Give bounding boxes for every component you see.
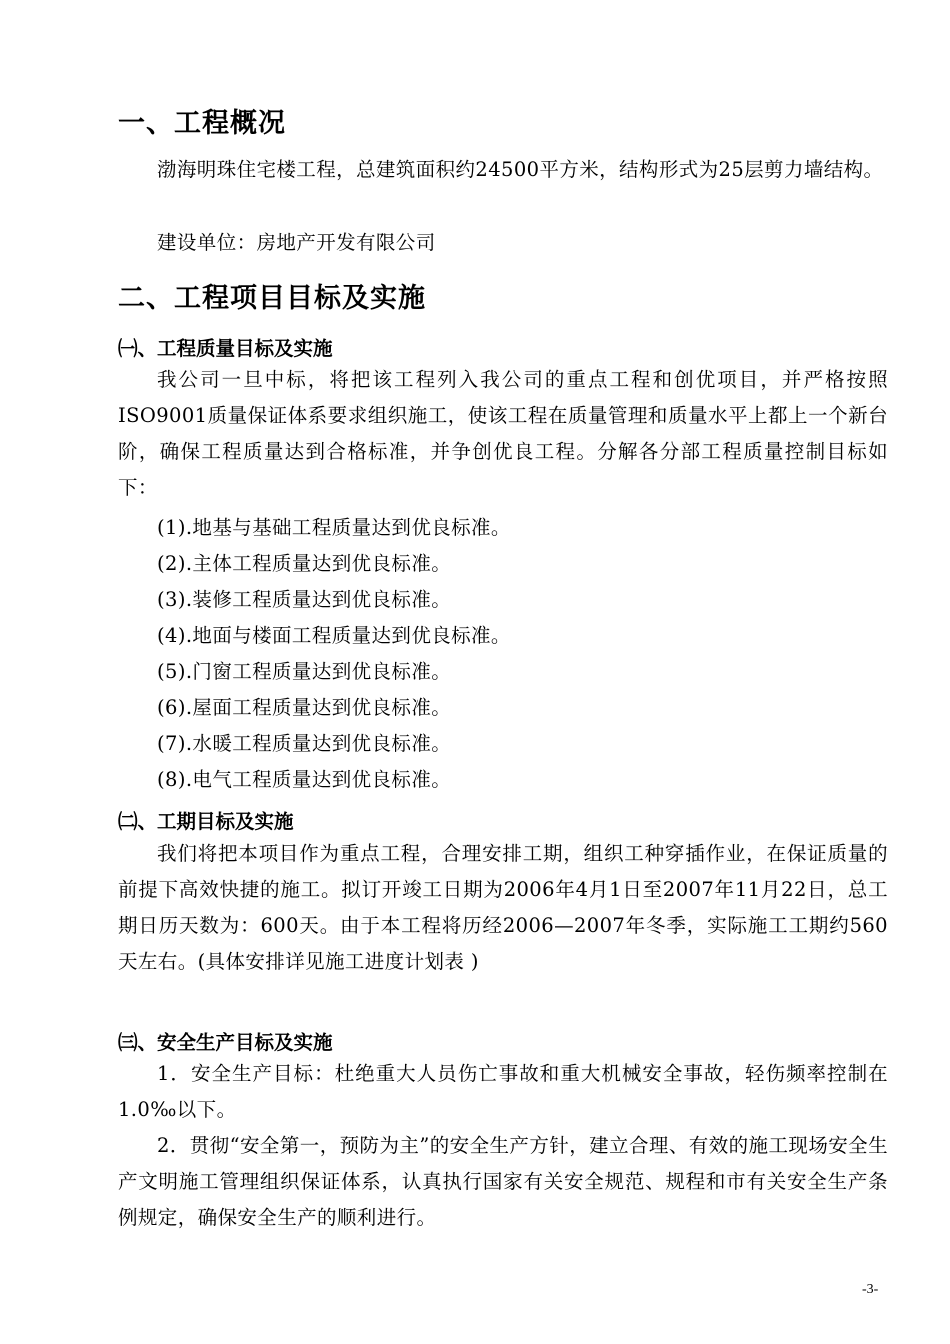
safety-subsection-title: ㈢、安全生产目标及实施	[118, 1031, 333, 1054]
quality-item: (5).门窗工程质量达到优良标准。	[157, 660, 452, 683]
quality-item: (1).地基与基础工程质量达到优良标准。	[157, 516, 511, 539]
page-number: -3-	[862, 1282, 879, 1297]
section2-title: 二、工程项目目标及实施	[118, 283, 426, 314]
quality-item: (8).电气工程质量达到优良标准。	[157, 768, 452, 791]
quality-item: (3).装修工程质量达到优良标准。	[157, 588, 452, 611]
quality-item: (7).水暖工程质量达到优良标准。	[157, 732, 452, 755]
owner-paragraph: 建设单位：房地产开发有限公司	[157, 231, 436, 254]
quality-subsection-title: ㈠、工程质量目标及实施	[118, 337, 333, 360]
quality-item: (2).主体工程质量达到优良标准。	[157, 552, 452, 575]
quality-item: (6).屋面工程质量达到优良标准。	[157, 696, 452, 719]
schedule-paragraph: 我们将把本项目作为重点工程，合理安排工期，组织工种穿插作业，在保证质量的前提下高效快捷的施工。拟订开竣工日期为2006年4月1日至2007年11月22日，总工期日历天数为：600天。由于本工程将历经2006—2007年冬季，实际施工工期约560天左右。(具体安排详见施工进度计划表 )	[118, 842, 888, 973]
safety-policy-paragraph: 2．贯彻“安全第一，预防为主”的安全生产方针，建立合理、有效的施工现场安全生产文明施工管理组织保证体系，认真执行国家有关安全规范、规程和市有关安全生产条例规定，确保安全生产的顺利进行。	[118, 1134, 888, 1229]
quality-intro-paragraph: 我公司一旦中标，将把该工程列入我公司的重点工程和创优项目，并严格按照ISO9001质量保证体系要求组织施工，使该工程在质量管理和质量水平上都上一个新台阶，确保工程质量达到合格标准，并争创优良工程。分解各分部工程质量控制目标如下：	[118, 368, 888, 499]
quality-item: (4).地面与楼面工程质量达到优良标准。	[157, 624, 511, 647]
section1-title: 一、工程概况	[118, 108, 286, 139]
safety-target-paragraph: 1．安全生产目标：杜绝重大人员伤亡事故和重大机械安全事故，轻伤频率控制在1.0‰以下。	[118, 1062, 888, 1121]
project-overview-paragraph: 渤海明珠住宅楼工程，总建筑面积约24500平方米，结构形式为25层剪力墙结构。	[157, 158, 884, 181]
schedule-subsection-title: ㈡、工期目标及实施	[118, 810, 294, 833]
